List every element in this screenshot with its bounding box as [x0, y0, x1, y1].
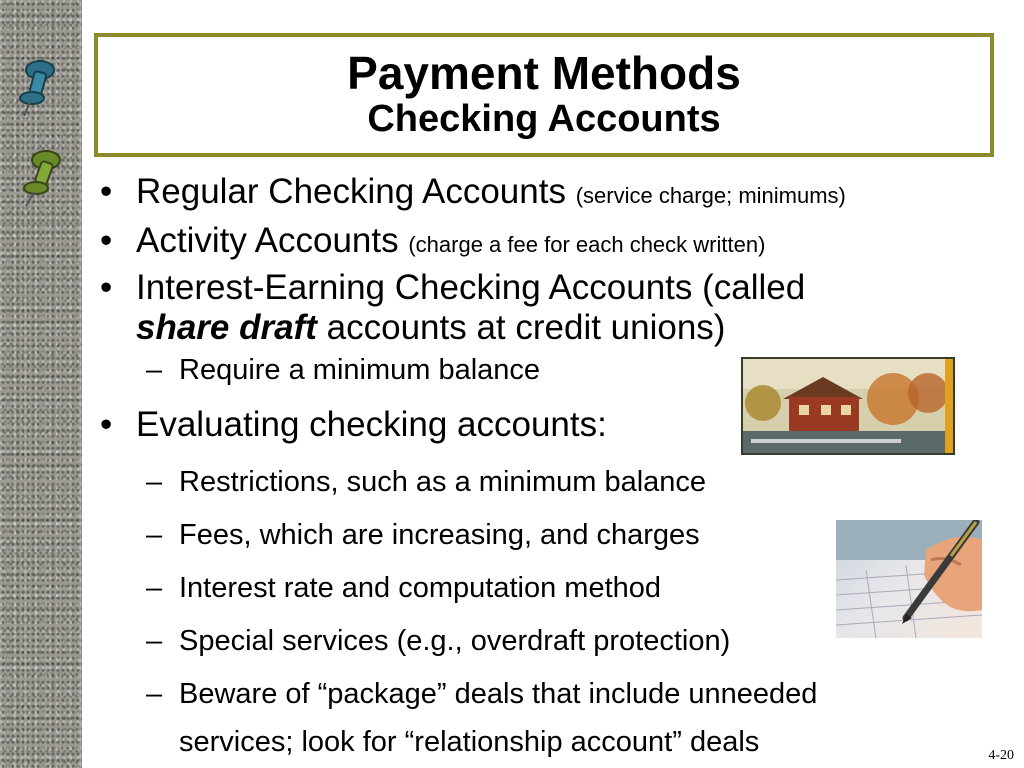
slide-title: Payment Methods	[347, 46, 741, 99]
sub-bullet-text: Fees, which are increasing, and charges	[179, 519, 700, 551]
bullet-symbol: •	[100, 405, 113, 444]
bullet-text: Evaluating checking accounts:	[136, 405, 607, 444]
bullet-activity-accounts	[100, 221, 960, 265]
bullet-symbol: •	[100, 221, 113, 260]
push-pin-icon	[10, 58, 60, 118]
bullet-text-line2: accounts at credit unions)	[326, 308, 726, 347]
bullet-emphasis: share draft	[136, 308, 317, 347]
writing-pen-picture	[836, 520, 982, 638]
check-picture	[741, 357, 955, 455]
dash-symbol: –	[146, 625, 163, 657]
check-illustration	[743, 359, 953, 453]
sub-bullet-text: Beware of “package” deals that include unneeded	[179, 678, 818, 710]
title-box	[94, 33, 994, 157]
sub-bullet-text: Restrictions, such as a minimum balance	[179, 466, 707, 498]
sub-bullet-text-cont: services; look for “relationship account” deals	[179, 726, 760, 758]
sub-bullet-text: Interest rate and computation method	[179, 572, 662, 604]
push-pin-icon	[14, 148, 64, 208]
sub-bullet	[146, 617, 946, 665]
bullet-interest-earning	[100, 268, 960, 348]
dash-symbol: –	[146, 519, 163, 551]
bullet-text: Regular Checking Accounts	[136, 172, 566, 211]
sub-bullet	[146, 511, 946, 559]
bullet-text: Activity Accounts	[136, 221, 399, 260]
page-number: 4-20	[988, 748, 1014, 763]
dash-symbol: –	[146, 354, 163, 386]
bullet-text-line1: Interest-Earning Checking Accounts (called	[136, 268, 806, 307]
sub-bullet	[146, 564, 946, 612]
bullet-note: (charge a fee for each check written)	[408, 232, 766, 257]
dash-symbol: –	[146, 572, 163, 604]
slide-subtitle: Checking Accounts	[367, 98, 721, 141]
dash-symbol: –	[146, 678, 163, 710]
sub-bullet	[146, 458, 946, 506]
sub-bullet-text: Special services (e.g., overdraft protection)	[179, 625, 731, 657]
bullet-symbol: •	[100, 268, 113, 307]
sub-bullet-text: Require a minimum balance	[179, 354, 541, 386]
bullet-note: (service charge; minimums)	[575, 183, 846, 208]
dash-symbol: –	[146, 466, 163, 498]
bullet-symbol: •	[100, 172, 113, 211]
bullet-regular-checking	[100, 172, 960, 216]
pen-illustration	[836, 520, 982, 638]
sub-bullet	[146, 670, 946, 766]
